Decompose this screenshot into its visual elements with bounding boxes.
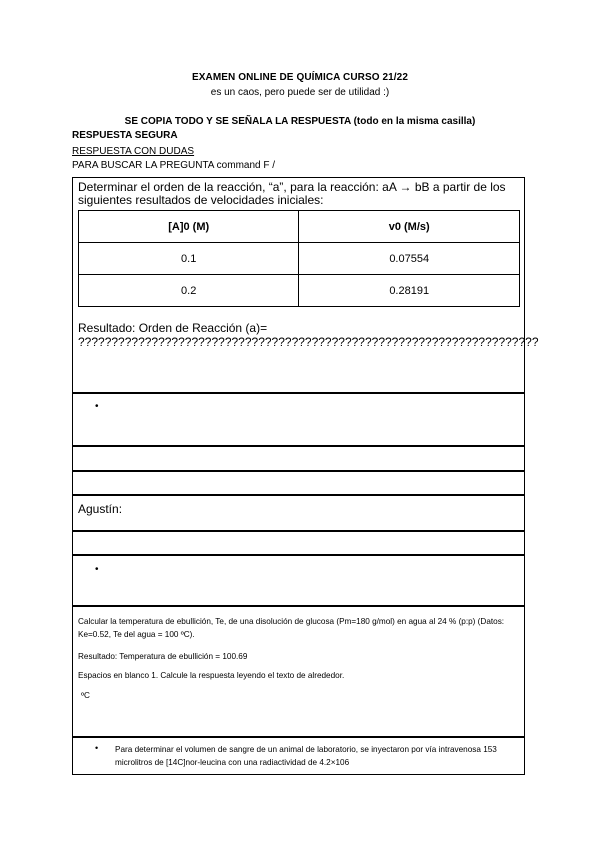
exam-title: EXAMEN ONLINE DE QUÍMICA CURSO 21/22 — [191, 72, 409, 83]
table-cell: 0.2 — [79, 275, 299, 307]
bullet: • — [95, 401, 99, 412]
question-3-result: Resultado: Temperatura de ebullición = 100.69 — [78, 652, 248, 661]
bullet-box-1 — [72, 393, 525, 446]
empty-row-2 — [72, 471, 525, 495]
velocity-header: v0 (M/s) — [299, 211, 520, 243]
sure-answer-label: RESPUESTA SEGURA — [72, 130, 178, 141]
doubt-answer-label: RESPUESTA CON DUDAS — [72, 146, 195, 157]
bullet: • — [95, 564, 99, 575]
question-4-box — [72, 737, 525, 775]
question-3-box — [72, 606, 525, 737]
table-header-row — [79, 211, 520, 243]
empty-row-3 — [72, 531, 525, 555]
rates-table — [78, 210, 520, 307]
blank-instructions: Espacios en blanco 1. Calcule la respuesta leyendo el texto de alrededor. — [78, 671, 345, 680]
agustin-label: Agustín: — [78, 502, 123, 516]
exam-subtitle: es un caos, pero puede ser de utilidad :) — [210, 87, 390, 98]
table-row — [79, 243, 520, 275]
instructions: SE COPIA TODO Y SE SEÑALA LA RESPUESTA (todo en la misma casilla) — [124, 116, 476, 127]
empty-row-1 — [72, 446, 525, 471]
concentration-header: [A]0 (M) — [79, 211, 299, 243]
search-hint: PARA BUSCAR LA PREGUNTA command F / — [72, 160, 276, 171]
table-cell: 0.07554 — [299, 243, 520, 275]
question-4-text: Para determinar el volumen de sangre de un animal de laboratorio, se inyectaron por vía intravenosa 153 microlitros de [14C]nor-leucina con una radiactividad de 4.2×106 — [115, 745, 497, 767]
table-cell: 0.1 — [79, 243, 299, 275]
question-1-result: Resultado: Orden de Reacción (a)= ????????????????????????????????????????????????????????????????????? — [78, 321, 539, 349]
question-1-text: Determinar el orden de la reacción, “a”, para la reacción: aA → bB a partir de los siguientes resultados de velocidades iniciales: — [78, 180, 506, 207]
agustin-box — [72, 495, 525, 531]
question-3-text: Calcular la temperatura de ebullición, Te, de una disolución de glucosa (Pm=180 g/mol) en agua al 24 % (p:p) (Datos: Ke=0.52, Te del agua = 100 ºC). — [78, 617, 505, 639]
table-row — [79, 275, 520, 307]
celsius-unit: ºC — [81, 691, 90, 700]
bullet: • — [95, 743, 99, 753]
table-cell: 0.28191 — [299, 275, 520, 307]
question-1-box — [72, 177, 539, 393]
bullet-box-2 — [72, 555, 525, 606]
